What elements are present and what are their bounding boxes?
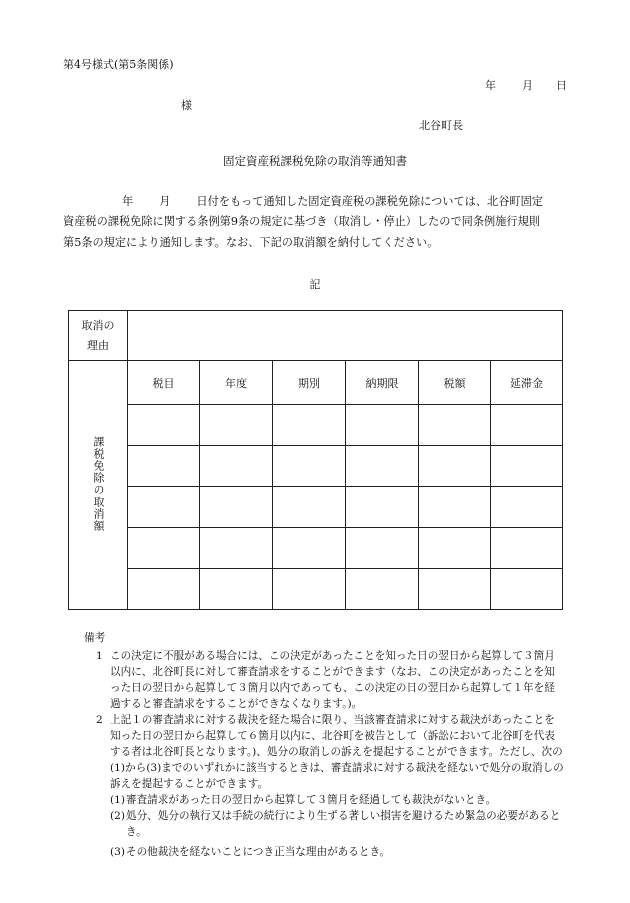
table-cell[interactable] [346,569,419,610]
ki-label: 記 [309,278,321,291]
reason-field[interactable] [128,311,563,361]
table-cell[interactable] [128,446,200,487]
table-cell[interactable] [346,405,419,446]
notes-heading: 備考 [84,632,106,644]
table-cell[interactable] [491,569,563,610]
table-row [69,528,563,569]
note-subitem-2: (2) 処分、処分の執行又は手続の続行により生ずる著しい損害を避けるため緊急の必要があるとき。 [110,810,561,838]
header-late-fee: 延滞金 [491,361,563,405]
table-cell[interactable] [128,569,200,610]
header-period: 期別 [273,361,346,405]
note-subitem-3: (3) その他裁決を経ないことにつき正当な理由があるとき。 [110,846,391,858]
reason-label: 取消の 理由 [69,311,128,361]
header-tax-item: 税目 [128,361,200,405]
header-fiscal-year: 年度 [200,361,273,405]
table-cell[interactable] [419,446,491,487]
table-cell[interactable] [419,528,491,569]
table-cell[interactable] [128,528,200,569]
note-subitem-1: (1) 審査請求があった日の翌日から起算して３箇月を経過しても裁決がないとき。 [110,794,497,806]
body-text-1: 日付をもって通知した固定資産税の課税免除については、北谷町固定 [196,195,543,208]
header-due-date: 納期限 [346,361,419,405]
issuer: 北谷町長 [419,119,463,132]
table-cell[interactable] [273,487,346,528]
table-cell[interactable] [273,528,346,569]
note-item-2: 2 上記１の審査請求に対する裁決を経た場合に限り、当該審査請求に対する裁決があったことを知った日の翌日から起算して６箇月以内に、北谷町を被告として（訴訟において北谷町を代表する者は北谷町長となります。)、処分の取消しの訴えを提起することができます。ただし、次の(1)から(3)までのいずれかに該当するときは、審査請求に対する裁決を経ないで処分の取消しの訴えを提起することができます。 [96,714,564,790]
table-cell[interactable] [491,405,563,446]
table-row [69,487,563,528]
table-cell[interactable] [200,487,273,528]
body-line-1 [122,193,543,209]
table-cell[interactable] [491,446,563,487]
side-label-cell [69,361,128,610]
table-cell[interactable] [419,569,491,610]
table-cell[interactable] [273,569,346,610]
document-title: 固定資産税課税免除の取消等通知書 [223,154,407,168]
table-cell[interactable] [128,405,200,446]
addressee-suffix: 様 [181,99,192,112]
table-cell[interactable] [346,446,419,487]
table-row [69,405,563,446]
table-cell[interactable] [491,528,563,569]
table-row [69,446,563,487]
header-tax-amount: 税額 [419,361,491,405]
table-cell[interactable] [273,405,346,446]
table-cell[interactable] [419,405,491,446]
date-year: 年 [485,79,496,92]
table-cell[interactable] [346,487,419,528]
body-month: 月 [159,195,171,208]
body-year: 年 [122,195,134,208]
notes-section [84,630,564,860]
form-number: 第4号様式(第5条関係) [63,58,174,71]
note-item-1: 1 この決定に不服がある場合には、この決定があったことを知った日の翌日から起算して３箇月以内に、北谷町長に対して審査請求をすることができます（なお、この決定があったことを知った日の翌日から起算して３箇月以内であっても、この決定の日の翌日から起算して１年を経過すると審査請求をすることができなくなります。)。 [96,650,555,710]
cancellation-table [68,310,563,610]
table-cell[interactable] [200,446,273,487]
table-row [69,569,563,610]
date-month: 月 [522,79,533,92]
table-cell[interactable] [200,569,273,610]
side-label: 課税免除の取消額 [92,435,105,532]
table-cell[interactable] [128,487,200,528]
date-day: 日 [556,79,567,92]
table-cell[interactable] [346,528,419,569]
table-cell[interactable] [491,487,563,528]
table-cell[interactable] [419,487,491,528]
table-cell[interactable] [273,446,346,487]
table-cell[interactable] [200,528,273,569]
body-line-3: 第5条の規定により通知します。なお、下記の取消額を納付してください。 [63,236,439,249]
table-cell[interactable] [200,405,273,446]
body-line-2: 資産税の課税免除に関する条例第9条の規定に基づき（取消し・停止）したので同条例施行規則 [63,215,540,228]
